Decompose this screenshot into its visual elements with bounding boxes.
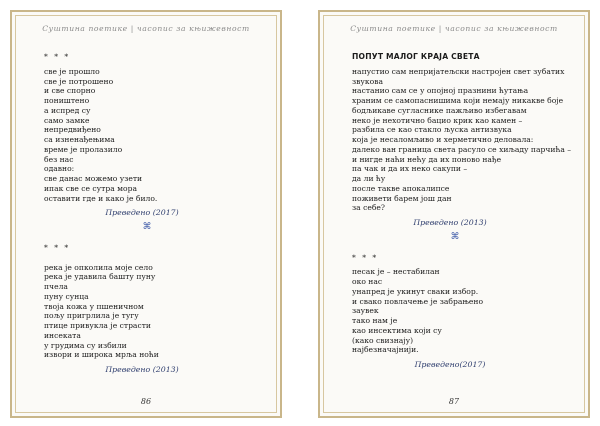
poem-line: поништено — [44, 96, 90, 105]
poem-line: одавно: — [44, 164, 75, 174]
poem-line: за себе? — [352, 203, 385, 213]
poem-line: око нас — [352, 277, 383, 286]
poem-line: река је опколила моје село — [44, 262, 153, 272]
poem-line: у грудима су избили — [44, 340, 127, 350]
right-page — [318, 10, 590, 418]
poem-line: као инсектима који су — [352, 325, 442, 335]
poem-line: птице привукла је страсти — [44, 321, 151, 330]
poem-line: тако нам је — [352, 316, 398, 325]
poem-stars: * * * — [44, 52, 71, 61]
left-page — [10, 10, 282, 418]
poem-line: а испред су — [44, 105, 91, 115]
poem-line: напустио сам непријатељски настројен свет зубатих — [352, 66, 565, 76]
poem-body — [44, 67, 260, 204]
poem-line: само замке — [44, 115, 90, 125]
poem-line: па чак и да их неко сакупи – — [352, 164, 468, 174]
poem-body — [352, 267, 568, 355]
page-number: 86 — [140, 397, 152, 406]
poem-line: инсеката — [44, 330, 81, 340]
poem-line: река је удавила башту пуну — [44, 272, 156, 282]
poem-line: и свако повлачење је забрањено — [352, 296, 484, 306]
poem-line: звукова — [352, 76, 384, 86]
poem-line: и нигде наћи нећу да их поново нађе — [352, 154, 502, 164]
right-page-content — [352, 52, 572, 370]
translation-credit: Преведено (2013) — [105, 365, 179, 374]
poem-line: пуну сунца — [44, 291, 89, 301]
section-separator-icon: ⌘ — [450, 231, 460, 242]
page-number: 87 — [448, 397, 460, 406]
poem-line: без нас — [44, 154, 74, 164]
poem-line: све је прошло — [44, 66, 100, 76]
poem-line: оставити где и како је било. — [44, 193, 158, 203]
poem-line: разбила се као стакло љуска антизвука — [352, 125, 512, 135]
poem-line: која је несаломљиво и херметично деловала: — [352, 135, 534, 144]
poem-body — [352, 66, 572, 213]
poem-line: све данас можемо узети — [44, 174, 143, 183]
poem-line: неко је нехотично бацио крик као камен – — [352, 115, 523, 125]
poem-line: и све спорно — [44, 86, 96, 96]
poem-line: твоја кожа у пшеничном — [44, 301, 144, 311]
poem-line: поживети барем још дан — [352, 193, 452, 203]
running-header: Суштина поетике | часопис за књижевност — [42, 24, 250, 33]
poem-body — [44, 263, 260, 361]
poem-line: најбезначајнији. — [352, 345, 419, 355]
poem-line: унапред је укинут сваки избор. — [352, 286, 479, 296]
poem-title: ПОПУТ МАЛОГ КРАЈА СВЕТА — [352, 52, 480, 61]
poem-line: после такве апокалипсе — [352, 183, 450, 193]
poem-line: време је пролазило — [44, 144, 123, 154]
section-separator-icon: ⌘ — [142, 222, 152, 232]
poem-line: далеко ван граница света расуло се хиљаду парчића – — [352, 144, 572, 154]
left-page-content — [44, 52, 260, 375]
poem-line: ипак све се сутра мора — [44, 183, 137, 193]
poem-line: пољу пригрлила је тугу — [44, 311, 139, 321]
poem-line: бодљикаве сугласнике пажљиво избегавам — [352, 105, 527, 115]
translation-credit: Преведено(2017) — [414, 360, 486, 369]
translation-credit: Преведено (2017) — [105, 208, 179, 218]
poem-line: пчела — [44, 282, 68, 291]
poem-line: песак је – нестабилан — [352, 267, 440, 277]
poem-line: настанио сам се у опојној празнини ћутања — [352, 86, 529, 96]
poem-line: храним се самопаснишима који немају никакве боје — [352, 96, 564, 105]
poem-stars: * * * — [352, 252, 379, 262]
running-header: Суштина поетике | часопис за књижевност — [350, 24, 558, 33]
poem-line: (како свизнају) — [352, 335, 414, 345]
poem-stars: * * * — [44, 242, 71, 252]
poem-line: заувек — [352, 306, 379, 316]
poem-line: извори и широка мрља ноћи — [44, 350, 159, 360]
poem-line: све је потрошено — [44, 76, 114, 86]
poem-line: са изненађењима — [44, 135, 115, 144]
poem-line: непредвиђено — [44, 125, 101, 135]
translation-credit: Преведено (2013) — [413, 218, 487, 227]
poem-line: да ли ћу — [352, 174, 386, 183]
